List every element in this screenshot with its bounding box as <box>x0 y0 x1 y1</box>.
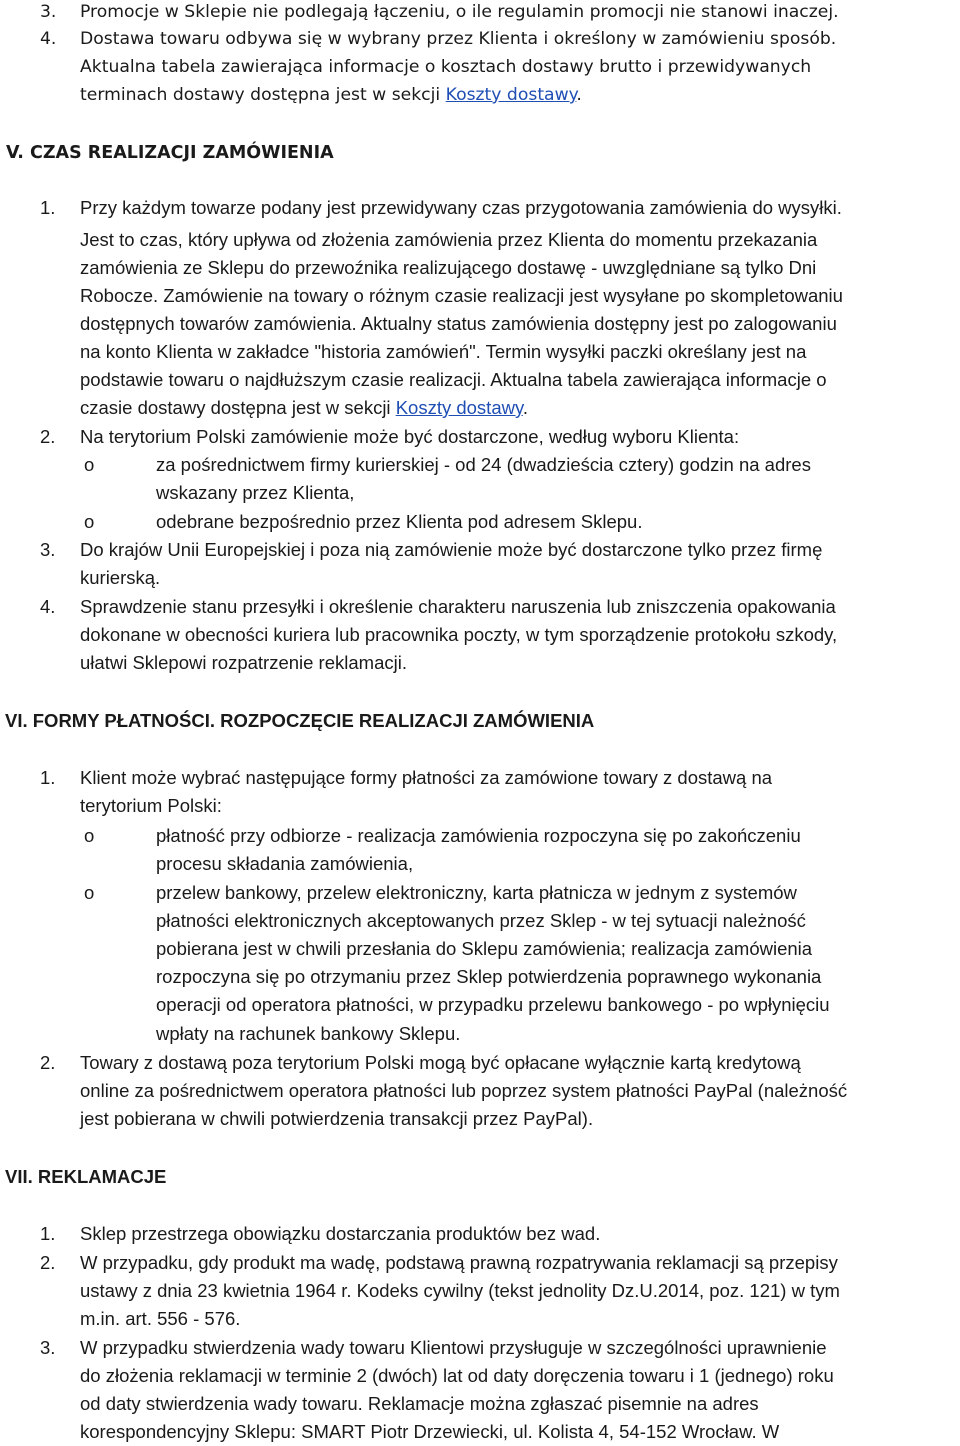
section-heading: VII. REKLAMACJE <box>5 1166 167 1187</box>
paragraph-line: do złożenia reklamacji w terminie 2 (dwóch) lat od daty doręczenia towaru i 1 (jednego) roku <box>80 1365 834 1386</box>
paragraph-line: online za pośrednictwem operatora płatności lub poprzez system płatności PayPal (należność <box>80 1080 848 1101</box>
paragraph-line: na konto Klienta w zakładce "historia zamówień". Termin wysyłki paczki określany jest na <box>80 341 807 362</box>
paragraph-line: kurierską. <box>80 567 161 588</box>
paragraph-line: jest pobierana w chwili potwierdzenia transakcji przez PayPal). <box>80 1108 594 1129</box>
bullet-text: pobierana jest w chwili przesłania do Sklepu zamówienia; realizacja zamówienia <box>156 938 813 959</box>
paragraph-line: dostępnych towarów zamówienia. Aktualny status zamówienia dostępny jest po zalogowaniu <box>80 313 837 334</box>
paragraph-line: od daty stwierdzenia wady towaru. Reklamacje można zgłaszać pisemnie na adres <box>80 1393 759 1414</box>
list-number: 3. <box>40 2 57 22</box>
paragraph-line: Sklep przestrzega obowiązku dostarczania produktów bez wad. <box>80 1223 601 1244</box>
paragraph-line: ustawy z dnia 23 kwietnia 1964 r. Kodeks cywilny (tekst jednolity Dz.U.2014, poz. 121) w tym <box>80 1280 840 1301</box>
list-item-text: Promocje w Sklepie nie podlegają łączeniu, o ile regulamin promocji nie stanowi inaczej. <box>80 2 839 22</box>
paragraph-line: terytorium Polski: <box>80 795 222 816</box>
bullet-text: rozpoczyna się po otrzymaniu przez Sklep potwierdzenia poprawnego wykonania <box>156 966 822 987</box>
paragraph-line: m.in. art. 556 - 576. <box>80 1308 241 1329</box>
paragraph-line: Robocze. Zamówienie na towary o różnym czasie realizacji jest wysyłane po skompletowaniu <box>80 285 843 306</box>
list-number: 3. <box>40 1337 56 1358</box>
bullet-text: operacji od operatora płatności, w przypadku przelewu bankowego - po wpłynięciu <box>156 994 830 1015</box>
section-heading: VI. FORMY PŁATNOŚCI. ROZPOCZĘCIE REALIZACJI ZAMÓWIENIA <box>5 710 595 731</box>
paragraph-line: Towary z dostawą poza terytorium Polski mogą być opłacane wyłącznie kartą kredytową <box>80 1052 801 1073</box>
bullet-text: procesu składania zamówienia, <box>156 853 414 874</box>
bullet-text: płatności elektronicznych akceptowanych przez Sklep - w tej sytuacji należność <box>156 910 806 931</box>
bullet-text: płatność przy odbiorze - realizacja zamówienia rozpoczyna się po zakończeniu <box>156 825 801 846</box>
bullet-text: odebrane bezpośrednio przez Klienta pod adresem Sklepu. <box>156 511 643 532</box>
list-item-text: terminach dostawy dostępna jest w sekcji Koszty dostawy. <box>80 85 582 105</box>
paragraph-line: Jest to czas, który upływa od złożenia zamówienia przez Klienta do momentu przekazania <box>80 229 818 250</box>
paragraph-line: zamówienia ze Sklepu do przewoźnika realizującego dostawę - uwzględniane są tylko Dni <box>80 257 817 278</box>
list-number: 1. <box>40 197 56 218</box>
bullet-mark: o <box>84 454 95 475</box>
list-item-text: Aktualna tabela zawierająca informacje o kosztach dostawy brutto i przewidywanych <box>80 57 812 77</box>
list-item-text: Dostawa towaru odbywa się w wybrany przez Klienta i określony w zamówieniu sposób. <box>80 29 837 49</box>
list-number: 4. <box>40 29 57 49</box>
paragraph-line: korespondencyjny Sklepu: SMART Piotr Drzewiecki, ul. Kolista 4, 54-152 Wrocław. W <box>80 1421 780 1442</box>
paragraph-line: W przypadku stwierdzenia wady towaru Klientowi przysługuje w szczególności uprawnienie <box>80 1337 827 1358</box>
paragraph-line: Klient może wybrać następujące formy płatności za zamówione towary z dostawą na <box>80 767 773 788</box>
paragraph-line: podstawie towaru o najdłuższym czasie realizacji. Aktualna tabela zawierająca informacje o <box>80 369 827 390</box>
list-number: 4. <box>40 596 56 617</box>
list-number: 2. <box>40 1252 56 1273</box>
koszty-dostawy-link[interactable]: Koszty dostawy <box>395 397 523 418</box>
list-number: 2. <box>40 426 56 447</box>
list-number: 1. <box>40 767 56 788</box>
bullet-text: wskazany przez Klienta, <box>156 482 355 503</box>
paragraph-line: Na terytorium Polski zamówienie może być dostarczone, według wyboru Klienta: <box>80 426 740 447</box>
bullet-mark: o <box>84 882 95 903</box>
paragraph-line: W przypadku, gdy produkt ma wadę, podstawą prawną rozpatrywania reklamacji są przepisy <box>80 1252 838 1273</box>
list-number: 3. <box>40 539 56 560</box>
bullet-text: przelew bankowy, przelew elektroniczny, karta płatnicza w jednym z systemów <box>156 882 797 903</box>
koszty-dostawy-link[interactable]: Koszty dostawy <box>445 85 577 105</box>
bullet-mark: o <box>84 825 95 846</box>
bullet-text: za pośrednictwem firmy kurierskiej - od 24 (dwadzieścia cztery) godzin na adres <box>156 454 811 475</box>
section-heading: V. CZAS REALIZACJI ZAMÓWIENIA <box>6 143 334 163</box>
list-number: 2. <box>40 1052 56 1073</box>
bullet-text: wpłaty na rachunek bankowy Sklepu. <box>156 1023 461 1044</box>
paragraph-line: dokonane w obecności kuriera lub pracownika poczty, w tym sporządzenie protokołu szkody, <box>80 624 838 645</box>
paragraph-line: Sprawdzenie stanu przesyłki i określenie charakteru naruszenia lub zniszczenia opakowania <box>80 596 836 617</box>
paragraph-line: ułatwi Sklepowi rozpatrzenie reklamacji. <box>80 652 407 673</box>
bullet-mark: o <box>84 511 95 532</box>
list-number: 1. <box>40 1223 56 1244</box>
paragraph-line: czasie dostawy dostępna jest w sekcji Koszty dostawy. <box>80 397 528 418</box>
paragraph-line: Do krajów Unii Europejskiej i poza nią zamówienie może być dostarczone tylko przez firmę <box>80 539 823 560</box>
paragraph-line: Przy każdym towarze podany jest przewidywany czas przygotowania zamówienia do wysyłki. <box>80 197 842 218</box>
